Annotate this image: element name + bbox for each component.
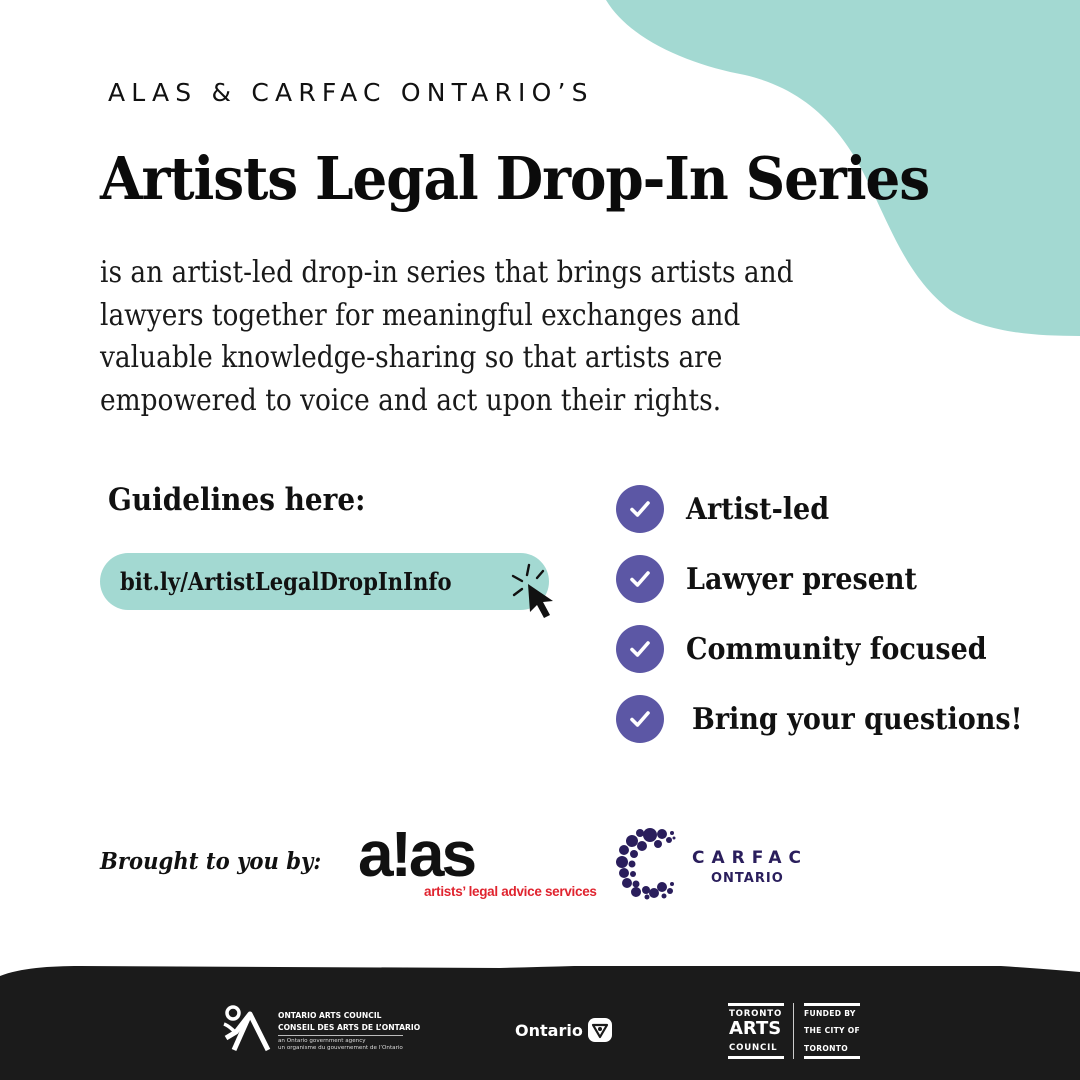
oac-agency-en: an Ontario government agency bbox=[278, 1038, 366, 1044]
alas-wordmark: a!as bbox=[358, 818, 475, 890]
sponsors-label: Brought to you by: bbox=[100, 848, 322, 875]
carfac-c-dots-icon bbox=[614, 826, 680, 900]
funded-by-line2: THE CITY OF bbox=[804, 1026, 861, 1035]
eyebrow-text: ALAS & CARFAC ONTARIO’S bbox=[108, 78, 594, 107]
description bbox=[100, 252, 839, 422]
checklist-item bbox=[616, 485, 845, 533]
funded-by-line3: TORONTO bbox=[804, 1044, 849, 1053]
checklist-item-label: Community focused bbox=[686, 631, 987, 667]
guidelines-link-button[interactable] bbox=[100, 553, 549, 610]
check-circle-icon bbox=[616, 625, 664, 673]
tac-divider bbox=[793, 1003, 794, 1059]
carfac-wordmark: CARFAC bbox=[692, 848, 809, 868]
tac-line-toronto: TORONTO bbox=[729, 1009, 783, 1019]
toronto-arts-council-logo bbox=[728, 1003, 863, 1061]
checklist-item-label: Artist-led bbox=[686, 491, 830, 527]
carfac-logo bbox=[614, 826, 814, 900]
ontario-government-logo bbox=[515, 1018, 612, 1042]
checklist-item-label: Lawyer present bbox=[686, 561, 917, 597]
tac-line-council: COUNCIL bbox=[729, 1043, 778, 1053]
description-line: is an artist-led drop-in series that brings artists and bbox=[100, 255, 794, 290]
oac-divider bbox=[278, 1035, 403, 1036]
funded-by-line1: FUNDED BY bbox=[804, 1009, 856, 1018]
oac-name-fr: CONSEIL DES ARTS DE L’ONTARIO bbox=[278, 1023, 421, 1032]
oac-name-en: ONTARIO ARTS COUNCIL bbox=[278, 1011, 382, 1020]
check-circle-icon bbox=[616, 695, 664, 743]
checklist-item bbox=[616, 695, 1059, 743]
tac-bar bbox=[804, 1056, 860, 1059]
tac-line-arts: ARTS bbox=[729, 1018, 782, 1039]
check-circle-icon bbox=[616, 485, 664, 533]
check-circle-icon bbox=[616, 555, 664, 603]
oac-agency-fr: un organisme du gouvernement de l’Ontario bbox=[278, 1045, 403, 1051]
carfac-subtitle: ONTARIO bbox=[711, 871, 784, 886]
checklist-item bbox=[616, 555, 943, 603]
checklist-item bbox=[616, 625, 1020, 673]
oac-emblem-icon bbox=[222, 1004, 274, 1054]
description-line: empowered to voice and act upon their rights. bbox=[100, 382, 722, 418]
tac-bar bbox=[728, 1056, 784, 1059]
description-line: valuable knowledge-sharing so that artists are bbox=[100, 340, 723, 375]
page-title: Artists Legal Drop-In Series bbox=[100, 144, 929, 213]
ontario-wordmark: Ontario bbox=[515, 1020, 583, 1040]
tac-bar bbox=[804, 1003, 860, 1006]
cursor-click-icon bbox=[506, 562, 562, 626]
ontario-arts-council-logo bbox=[222, 1004, 422, 1056]
guidelines-link-text: bit.ly/ArtistLegalDropInInfo bbox=[120, 567, 452, 596]
guidelines-label: Guidelines here: bbox=[108, 482, 366, 518]
description-line: lawyers together for meaningful exchanges and bbox=[100, 297, 741, 333]
checklist-item-label: Bring your questions! bbox=[692, 701, 1023, 737]
tac-bar bbox=[728, 1003, 784, 1006]
alas-logo bbox=[358, 818, 597, 906]
alas-tagline: artists’ legal advice services bbox=[424, 884, 597, 899]
trillium-icon bbox=[588, 1018, 612, 1042]
